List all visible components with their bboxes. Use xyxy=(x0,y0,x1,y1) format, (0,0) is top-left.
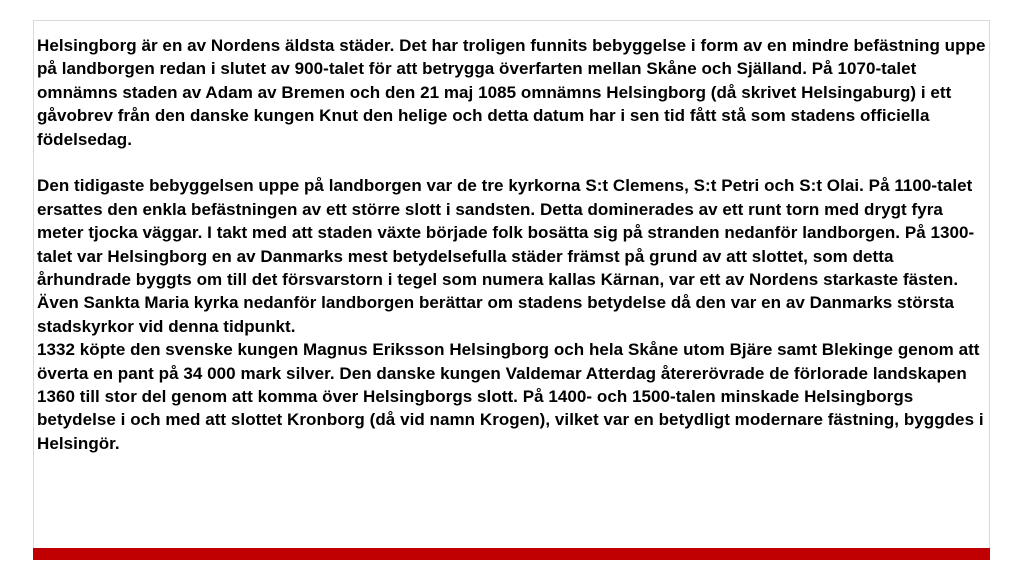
paragraph-history-founding: Helsingborg är en av Nordens äldsta städer. Det har troligen funnits bebyggelse i form av en mindre befästning uppe på landborgen redan i slutet av 900-talet för att betrygga överfarten mellan Skåne och Själland. På 1070-talet omnämns staden av Adam av Bremen och den 21 maj 1085 omnämns Helsingborg (då skrivet Helsingaburg) i ett gåvobrev från den danske kungen Knut den helige och detta datum har i sen tid fått stå som stadens officiella födelsedag. xyxy=(37,36,986,149)
body-text xyxy=(37,34,989,455)
paragraph-spacer xyxy=(37,151,989,174)
accent-bar xyxy=(33,548,990,560)
paragraph-early-settlement: Den tidigaste bebyggelsen uppe på landborgen var de tre kyrkorna S:t Clemens, S:t Petri och S:t Olai. På 1100-talet ersattes den enkla befästningen av ett större slott i sandsten. Detta dominerades av ett runt torn med drygt fyra meter tjocka väggar. I takt med att staden växte började folk bosätta sig på stranden nedanför landborgen. På 1300-talet var Helsingborg en av Danmarks mest betydelsefulla städer främst på grund av att slottet, som detta århundrade byggts om till det försvarstorn i tegel som numera kallas Kärnan, var ett av Nordens starkaste fästen. Även Sankta Maria kyrka nedanför landborgen berättar om stadens betydelse då den var en av Danmarks största stadskyrkor vid denna tidpunkt. xyxy=(37,176,975,336)
paragraph-swedish-purchase: 1332 köpte den svenske kungen Magnus Eriksson Helsingborg och hela Skåne utom Bjäre samt Blekinge genom att överta en pant på 34 000 mark silver. Den danske kungen Valdemar Atterdag återerövrade de förlorade landskapen 1360 till stor del genom att komma över Helsingborgs slott. På 1400- och 1500-talen minskade Helsingborgs betydelse i och med att slottet Kronborg (då vid namn Krogen), vilket var en betydligt modernare fästning, byggdes i Helsingör. xyxy=(37,340,984,453)
